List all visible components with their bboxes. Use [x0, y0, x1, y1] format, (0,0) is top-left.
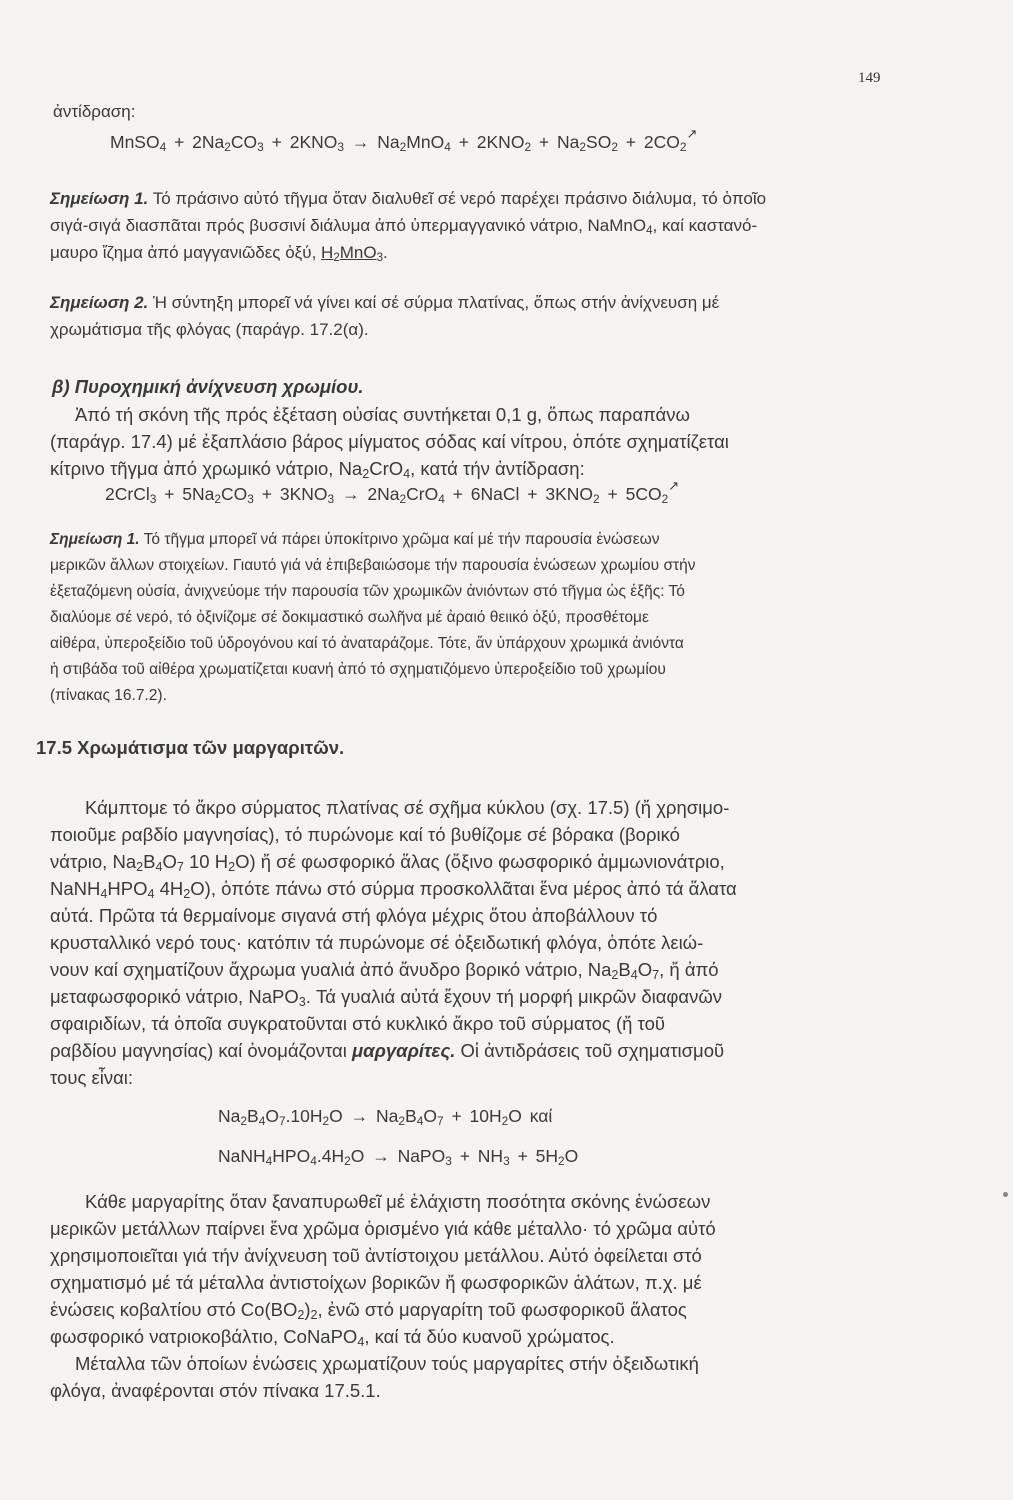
note2-heading: Σημείωση 2.: [50, 293, 149, 312]
equation-chromate: 2CrCl$_3$ + $5Na_2CO_3 + 3KNO_3 \to 2Na_2CrO_4$ + 6NaCl + $3KNO_2 + 5CO_2^↗$: [105, 478, 680, 506]
chromium-note-line3: ἐξεταζόμενη οὐσία, ἀνιχνεύομε τήν παρουσία τῶν χρωμικῶν ἀνιόντων στό τῆγμα ὡς ἑξῆς: Τό: [50, 583, 685, 600]
reaction-arrow: →: [344, 132, 378, 152]
gas-arrow-icon: ↗: [668, 478, 680, 493]
term-margarites: μαργαρίτες.: [352, 1040, 456, 1061]
chromium-note-line2: μερικῶν ἄλλων στοιχείων. Γιαυτό γιά νά ἐπιβεβαιώσομε τήν παρουσία ἑνώσεων χρωμίου στήν: [50, 557, 696, 574]
note1-line3: μαυρο ἴζημα ἀπό μαγγανιῶδες ὀξύ, $H_2MnO_3$.: [50, 243, 388, 264]
note2-line1: Σημείωση 2. Ἡ σύντηξη μπορεῖ νά γίνει καί σέ σύρμα πλατίνας, ὅπως στήν ἀνίχνευση μέ: [50, 293, 720, 312]
chromium-note-line4: διαλύομε σέ νερό, τό ὀξινίζομε σέ δοκιμαστικό σωλῆνα μέ ἀραιό θειικό ὀξύ, προσθέτομε: [50, 609, 649, 626]
reaction-arrow: →: [334, 484, 368, 504]
bead-para-line11: τους εἶναι:: [50, 1067, 134, 1088]
chromium-note-line5: αἰθέρα, ὑπεροξείδιο τοῦ ὑδρογόνου καί τό ἀναταράζομε. Τότε, ἄν ὑπάρχουν χρωμικά ἀνιόντα: [50, 635, 684, 652]
chromium-para-line3: κίτρινο τῆγμα ἀπό χρωμικό νάτριο, $Na_2CrO_4$, κατά τήν ἀντίδραση:: [50, 458, 585, 482]
chromium-heading: β) Πυροχημική ἀνίχνευση χρωμίου.: [52, 376, 364, 397]
bead-para-line2: ποιοῦμε ραβδίο μαγνησίας), τό πυρώνομε καί τό βυθίζομε σέ βόρακα (βορικό: [50, 824, 680, 845]
bead-para-line9: σφαιριδίων, τά ὁποῖα συγκρατοῦνται στό κυκλικό ἄκρο τοῦ σύρματος (ἤ τοῦ: [50, 1013, 666, 1034]
bead-para-line8: μεταφωσφορικό νάτριο, NaPO$_3$. Τά γυαλιά αὐτά ἔχουν τή μορφή μικρῶν διαφανῶν: [50, 986, 723, 1010]
bead-para-line1: Κάμπτομε τό ἄκρο σύρματος πλατίνας σέ σχῆμα κύκλου (σχ. 17.5) (ἤ χρησιμο-: [85, 797, 730, 818]
bead-para-line4: $NaNH_4HPO_4$ $4H_2O$), ὁπότε πάνω στό σύρμα προσκολλᾶται ἕνα μέρος ἀπό τά ἅλατα: [50, 878, 737, 902]
reaction-arrow: →: [364, 1146, 398, 1166]
note1-heading: Σημείωση 1.: [50, 189, 149, 208]
equation-phosphate: $NaNH_4HPO_4.4H_2O$ → NaPO$_3$ + $NH_3 + 5H_2O$: [218, 1146, 579, 1168]
equation-borax: $Na_2B_4O_7.10H_2O \to Na_2B_4O_7 + 10H_2O$ καί: [218, 1106, 553, 1128]
metals-para-line2: φλόγα, ἀναφέρονται στόν πίνακα 17.5.1.: [50, 1380, 381, 1401]
page-number: 149: [858, 70, 881, 86]
color-para-line4: σχηματισμό μέ τά μέταλλα ἀντιστοίχων βορικῶν ἤ φωσφορικῶν ἁλάτων, π.χ. μέ: [50, 1272, 702, 1293]
equation-manganate: MnSO$_4$ + $2Na_2CO_3 + 2KNO_3 \to Na_2MnO_4 + 2KNO_2 + Na_2SO_2 + 2CO_2^↗$: [110, 126, 698, 154]
chromium-note-heading: Σημείωση 1.: [50, 531, 140, 548]
note2-line2: χρωμάτισμα τῆς φλόγας (παράγρ. 17.2(α).: [50, 320, 369, 339]
bead-para-line10: ραβδίου μαγνησίας) καί ὀνομάζονται μαργαρίτες. Οἱ ἀντιδράσεις τοῦ σχηματισμοῦ: [50, 1040, 725, 1061]
section-heading-17-5: 17.5 Χρωμάτισμα τῶν μαργαριτῶν.: [36, 737, 345, 758]
note1-line2: σιγά-σιγά διασπᾶται πρός βυσσινί διάλυμα ἀπό ὑπερμαγγανικό νάτριο, NaMnO$_4$, καί καστανό-: [50, 216, 758, 237]
bead-para-line3: νάτριο, $Na_2B_4O_7$ 10 $H_2O$) ἤ σέ φωσφορικό ἅλας (ὄξινο φωσφορικό ἀμμωνιονάτριο,: [50, 851, 725, 875]
bead-para-line6: κρυσταλλικό νερό τους· κατόπιν τά πυρώνομε σέ ὀξειδωτική φλόγα, ὁπότε λειώ-: [50, 932, 704, 953]
note1-line1: Σημείωση 1. Τό πράσινο αὐτό τῆγμα ὅταν διαλυθεῖ σέ νερό παρέχει πράσινο διάλυμα, τό ὁποῖο: [50, 189, 767, 208]
color-para-line3: χρησιμοποιεῖται γιά τήν ἀνίχνευση τοῦ ἀντίστοιχου μετάλλου. Αὐτό ὀφείλεται στό: [50, 1245, 702, 1266]
intro-text: ἀντίδραση:: [53, 102, 136, 121]
bead-para-line7: νουν καί σχηματίζουν ἄχρωμα γυαλιά ἀπό ἄνυδρο βορικό νάτριο, $Na_2B_4O_7$, ἤ ἀπό: [50, 959, 719, 983]
chromium-note-line1: Σημείωση 1. Τό τῆγμα μπορεῖ νά πάρει ὑποκίτρινο χρῶμα καί μέ τήν παρουσία ἑνώσεων: [50, 531, 660, 548]
color-para-line2: μερικῶν μετάλλων παίρνει ἕνα χρῶμα ὁρισμένο γιά κάθε μέταλλο· τό χρῶμα αὐτό: [50, 1218, 716, 1239]
reaction-arrow: →: [342, 1106, 377, 1126]
page-speck: [1003, 1192, 1008, 1197]
chromium-note-line6: ἡ στιβάδα τοῦ αἰθέρα χρωματίζεται κυανή ἀπό τό σχηματιζόμενο ὑπεροξείδιο τοῦ χρωμίου: [50, 661, 666, 678]
color-para-line6: φωσφορικό νατριοκοβάλτιο, CoNaPO$_4$, καί τά δύο κυανοῦ χρώματος.: [50, 1326, 615, 1350]
bead-para-line5: αὐτά. Πρῶτα τά θερμαίνομε σιγανά στή φλόγα μέχρις ὅτου ἀποβάλλουν τό: [50, 905, 658, 926]
metals-para-line1: Μέταλλα τῶν ὁποίων ἑνώσεις χρωματίζουν τούς μαργαρίτες στήν ὀξειδωτική: [75, 1353, 699, 1374]
color-para-line1: Κάθε μαργαρίτης ὅταν ξαναπυρωθεῖ μέ ἐλάχιστη ποσότητα σκόνης ἑνώσεων: [85, 1191, 711, 1212]
chromium-para-line1: Ἀπό τή σκόνη τῆς πρός ἐξέταση οὐσίας συντήκεται 0,1 g, ὅπως παραπάνω: [75, 404, 690, 425]
chromium-para-line2: (παράγρ. 17.4) μέ ἐξαπλάσιο βάρος μίγματος σόδας καί νίτρου, ὁπότε σχηματίζεται: [50, 431, 729, 452]
gas-arrow-icon: ↗: [686, 126, 698, 141]
chromium-note-line7: (πίνακας 16.7.2).: [50, 687, 167, 704]
color-para-line5: ἑνώσεις κοβαλτίου στό $Co(BO_2)_2$, ἐνῶ στό μαργαρίτη τοῦ φωσφορικοῦ ἅλατος: [50, 1299, 687, 1323]
